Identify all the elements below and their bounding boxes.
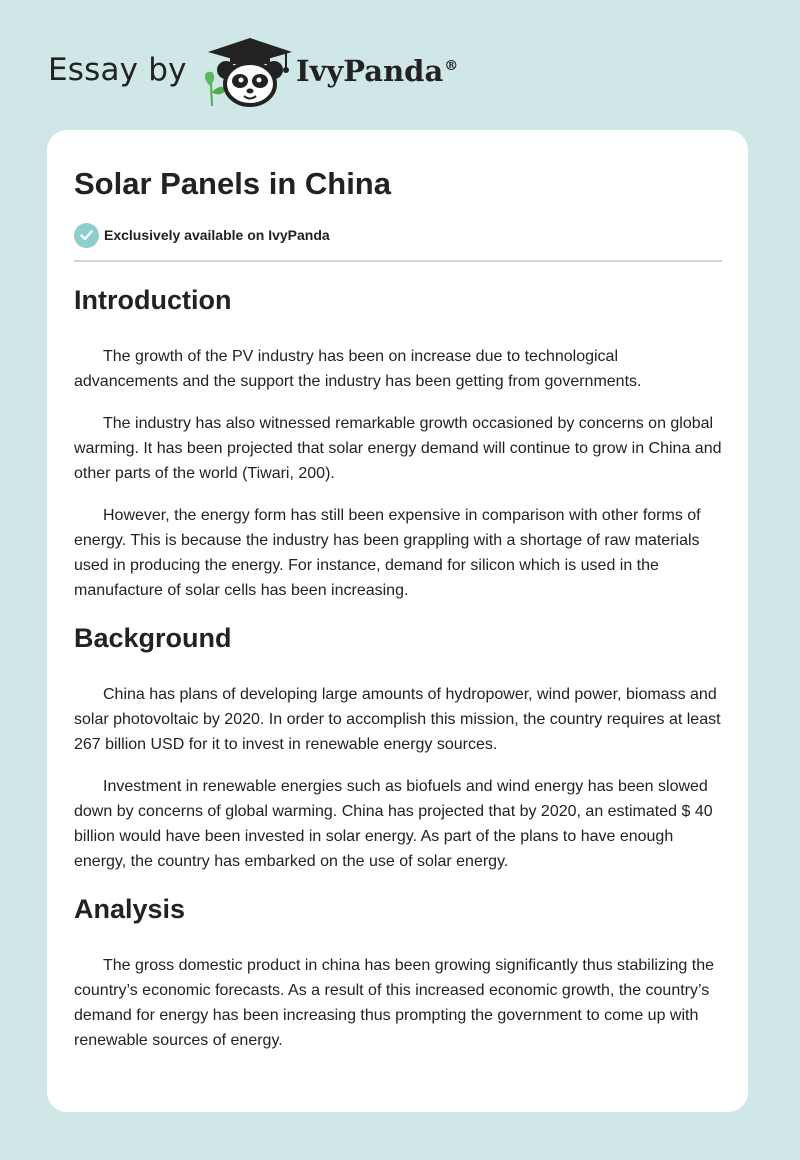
section-heading: Analysis: [74, 894, 186, 924]
paragraph: The industry has also witnessed remarkable growth occasioned by concerns on global warming. It has been projected that solar energy demand will continue to grow in China and other parts of the world (Tiwari, 200).: [74, 415, 722, 482]
paragraph: Investment in renewable energies such as biofuels and wind energy has been slowed down by concerns of global warming. China has projected that by 2020, an estimated $ 40 billion would have been invested in solar energy. As part of the plans to have enough energy, the country has embarked on the use of solar energy.: [74, 778, 713, 870]
section-heading: Background: [74, 623, 232, 653]
section-background: [74, 620, 724, 874]
section-heading: Introduction: [74, 285, 232, 315]
brand-name[interactable]: IvyPanda®: [296, 54, 459, 88]
brand-prefix: Essay by: [48, 52, 187, 88]
section-analysis: [74, 891, 724, 1053]
exclusive-badge: [74, 222, 330, 248]
paragraph: However, the energy form has still been expensive in comparison with other forms of energy. This is because the industry has been grappling with a shortage of raw materials used in producing the energy. For instance, demand for silicon which is used in the manufacture of solar cells has been increasing.: [74, 507, 701, 599]
title-divider: [74, 260, 722, 262]
paragraph: The gross domestic product in china has been growing significantly thus stabilizing the country’s economic forecasts. As a result of this increased economic growth, the country’s demand for energy has been increasing thus prompting the government to come up with renewable sources of energy.: [74, 957, 714, 1049]
paragraph: China has plans of developing large amounts of hydropower, wind power, biomass and solar photovoltaic by 2020. In order to accomplish this mission, the country requires at least 267 billion USD for it to invest in renewable energy sources.: [74, 686, 721, 753]
exclusive-badge-label: Exclusively available on IvyPanda: [104, 227, 330, 243]
essay-card: [47, 130, 748, 1112]
section-introduction: [74, 282, 724, 603]
panda-logo-icon[interactable]: [200, 34, 296, 110]
essay-title: Solar Panels in China: [74, 166, 391, 201]
site-header: [48, 34, 488, 114]
check-icon: [74, 223, 99, 248]
essay-body: [74, 282, 724, 1070]
paragraph: The growth of the PV industry has been on increase due to technological advancements and the support the industry has been getting from governments.: [74, 348, 642, 390]
registered-mark: ®: [444, 58, 459, 75]
